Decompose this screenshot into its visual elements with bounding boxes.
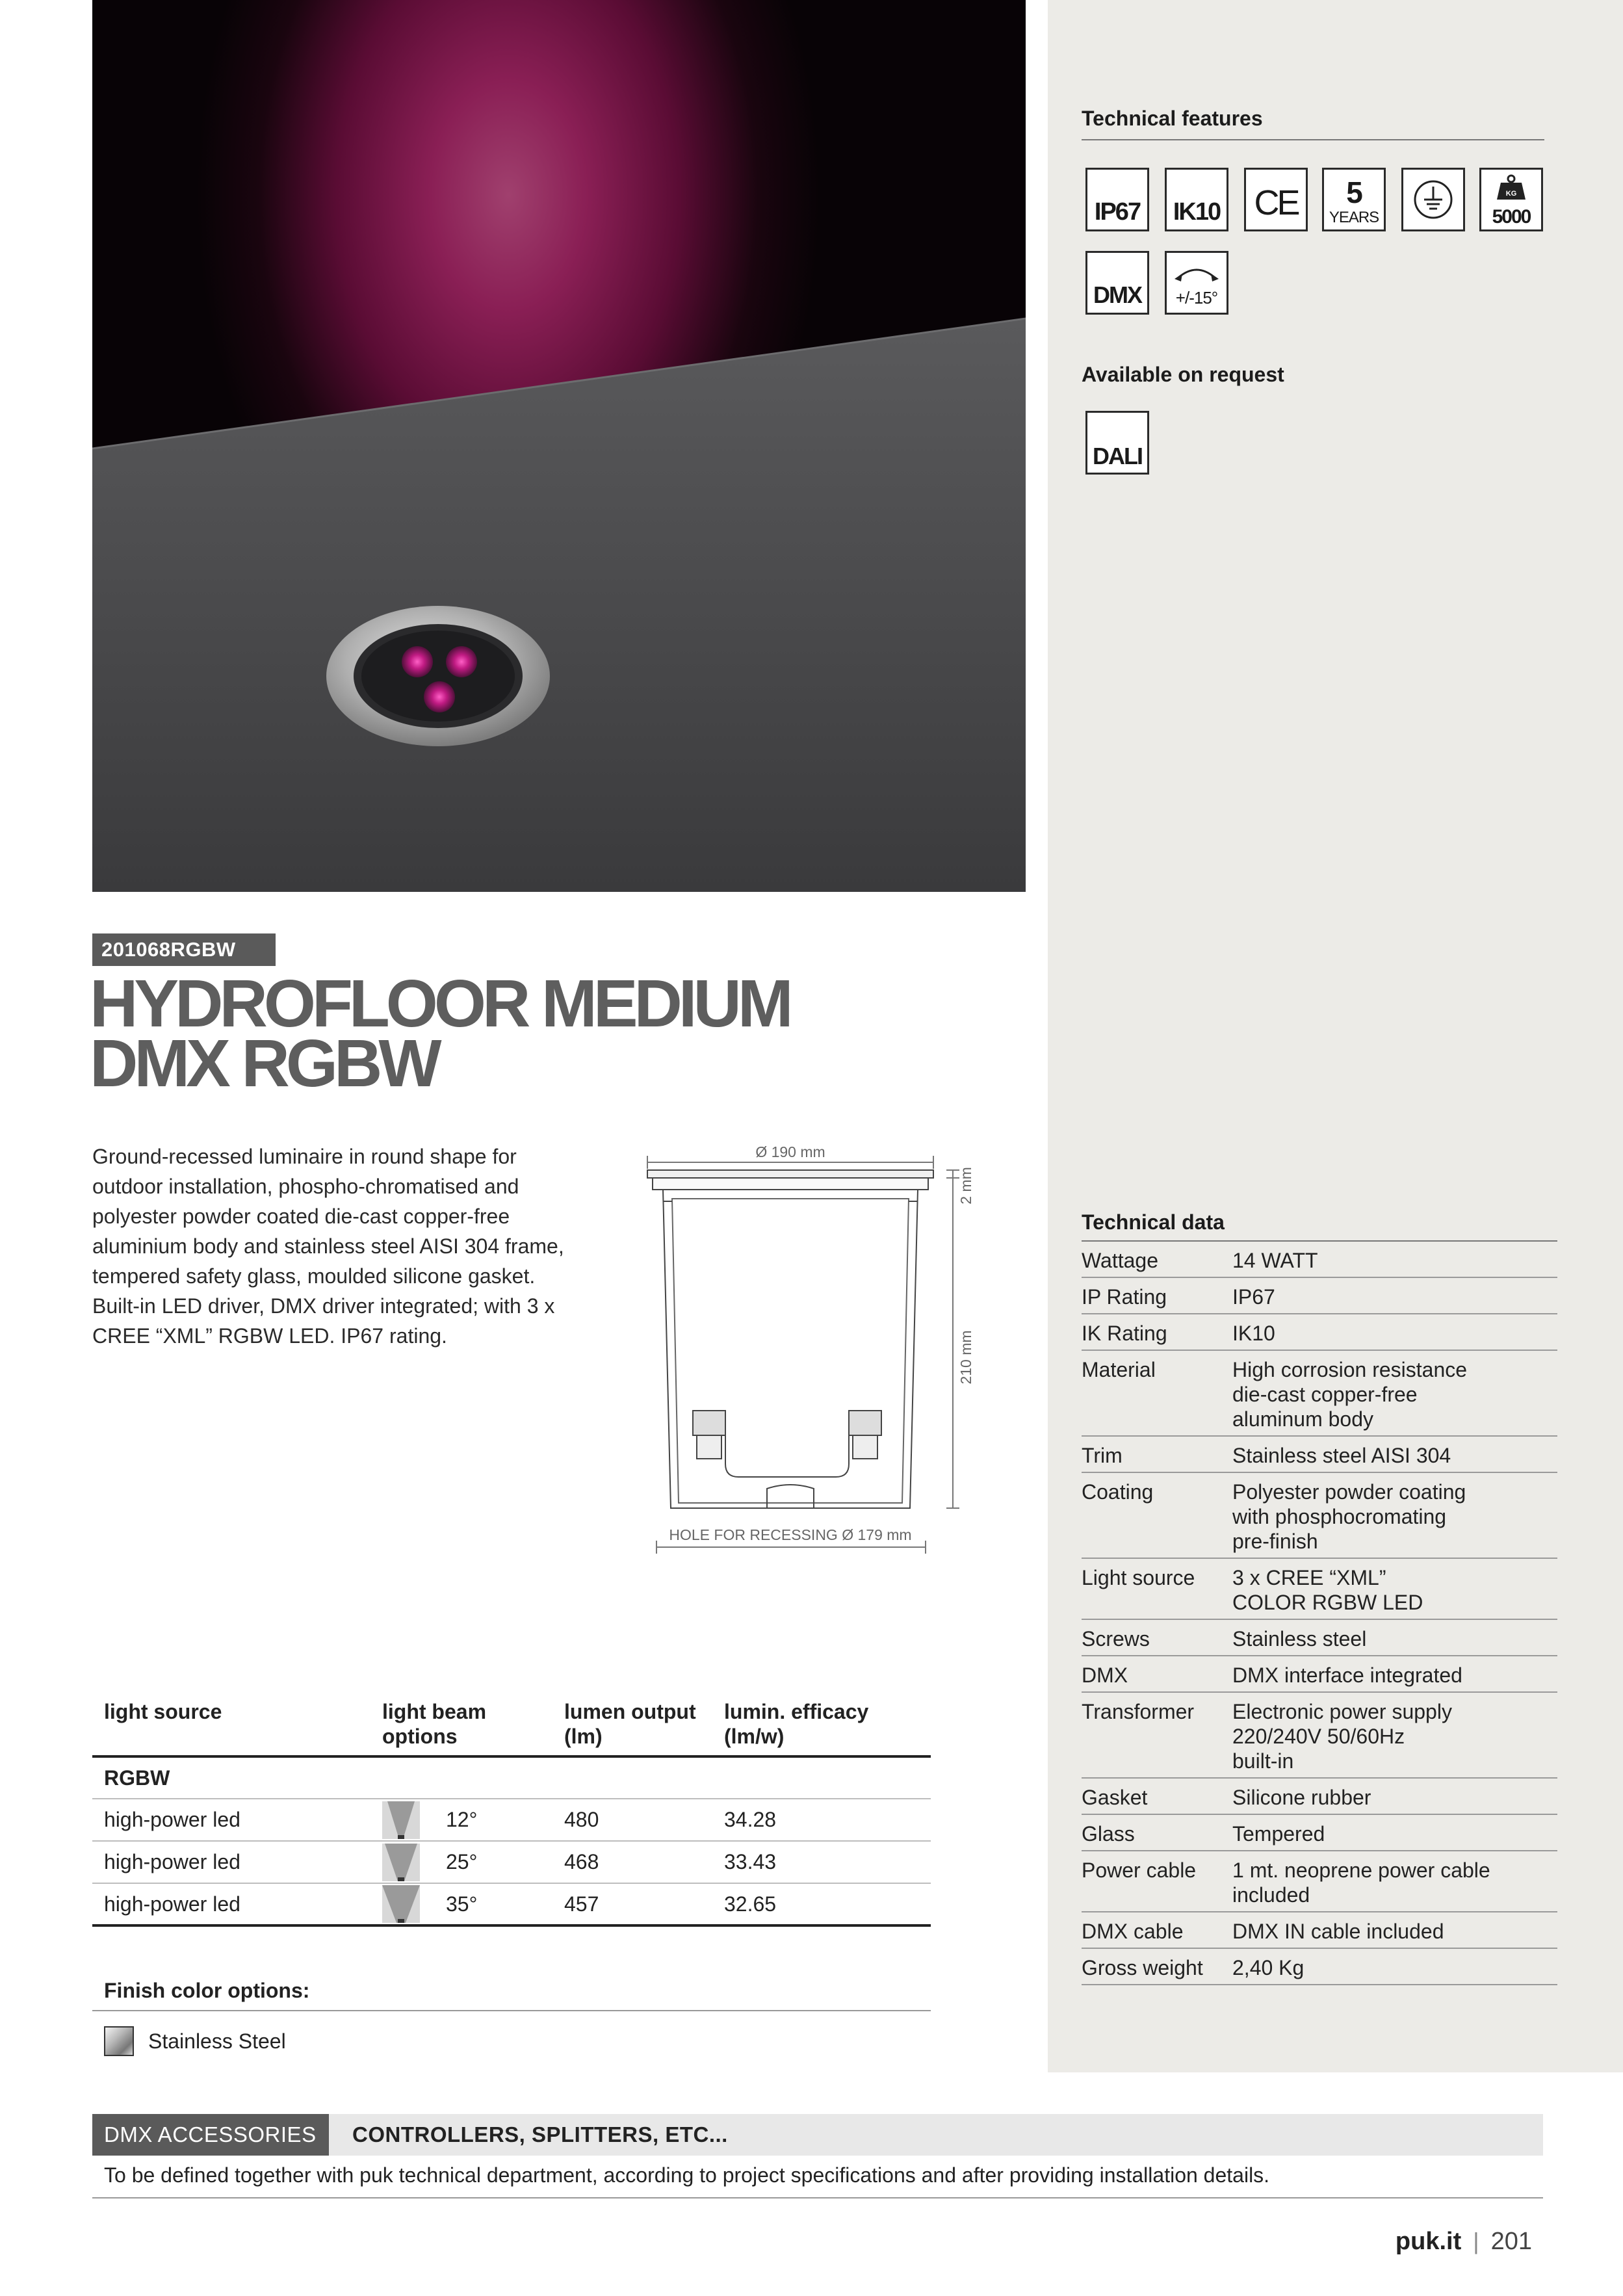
tech-row — [1082, 1814, 1557, 1851]
tech-key: Trim — [1082, 1436, 1232, 1472]
stainless-steel-swatch — [104, 2026, 134, 2056]
tech-row — [1082, 1558, 1557, 1619]
col-lumin-efficacy: lumin. efficacy (lm/w) — [712, 1695, 931, 1756]
tech-value: Electronic power supply 220/240V 50/60Hz built-in — [1232, 1692, 1557, 1778]
finish-title: Finish color options: — [104, 1979, 310, 2002]
led-2 — [446, 646, 477, 677]
table-row — [92, 1841, 931, 1883]
tech-key: Wattage — [1082, 1242, 1232, 1277]
tilt-icon: +/-15° — [1165, 251, 1228, 315]
tech-key: Power cable — [1082, 1851, 1232, 1912]
top-thickness-label: 2 mm — [957, 1167, 974, 1205]
wide-beam-icon — [382, 1885, 420, 1923]
product-description: Ground-recessed luminaire in round shape for outdoor installation, phospho-chromatised and polyester powder coated die-cast copper-free aluminium body and stainless steel AISI 304 frame, tempered safety glass, moulded silicone gasket. Built-in LED driver, DMX driver integrated; with 3 x CREE “XML” RGBW LED. IP67 rating. — [92, 1145, 564, 1348]
tech-key: IK Rating — [1082, 1314, 1232, 1350]
on-request-heading: Available on request — [1082, 363, 1284, 386]
col-lumen-output: lumen output (lm) — [552, 1695, 712, 1756]
tech-row — [1082, 1778, 1557, 1814]
cell-source: high-power led — [92, 1841, 370, 1883]
product-title-line2: DMX RGBW — [90, 1026, 438, 1101]
tech-key: Transformer — [1082, 1692, 1232, 1778]
cell-beam: 25° — [370, 1841, 552, 1883]
cell-source: high-power led — [92, 1883, 370, 1925]
cell-efficacy: 32.65 — [712, 1883, 931, 1925]
cell-beam: 35° — [370, 1883, 552, 1925]
tech-value: 1 mt. neoprene power cable included — [1232, 1851, 1557, 1912]
tech-key: Glass — [1082, 1814, 1232, 1851]
group-label: RGBW — [92, 1756, 931, 1799]
tech-row — [1082, 1912, 1557, 1948]
tech-row — [1082, 1656, 1557, 1692]
tech-row — [1082, 1350, 1557, 1436]
cell-lumen: 457 — [552, 1883, 712, 1925]
tech-row — [1082, 1851, 1557, 1912]
tech-value: IP67 — [1232, 1277, 1557, 1314]
product-photo — [92, 0, 1026, 892]
tech-key: DMX — [1082, 1656, 1232, 1692]
table-group-row — [92, 1756, 931, 1799]
tech-value: Stainless steel AISI 304 — [1232, 1436, 1557, 1472]
tech-value: Silicone rubber — [1232, 1778, 1557, 1814]
hole-label: HOLE FOR RECESSING Ø 179 mm — [669, 1526, 912, 1543]
cell-efficacy: 34.28 — [712, 1799, 931, 1841]
narrow-beam-icon — [382, 1801, 420, 1839]
ip67-icon: IP67 — [1085, 168, 1149, 231]
tech-value: 2,40 Kg — [1232, 1948, 1557, 1985]
product-code: 201068RGBW — [92, 933, 276, 966]
tech-value: Polyester powder coating with phosphocromating pre-finish — [1232, 1472, 1557, 1558]
medium-beam-icon — [382, 1844, 420, 1881]
led-3 — [424, 681, 455, 712]
accessories-title: CONTROLLERS, SPLITTERS, ETC... — [352, 2122, 728, 2146]
tech-row — [1082, 1436, 1557, 1472]
tech-value: DMX interface integrated — [1232, 1656, 1557, 1692]
product-title — [90, 966, 790, 1101]
tech-row — [1082, 1472, 1557, 1558]
accessories-divider — [92, 2197, 1543, 2198]
led-1 — [402, 646, 433, 677]
tech-key: Material — [1082, 1350, 1232, 1436]
footer-separator: | — [1473, 2228, 1479, 2254]
table-header-row — [92, 1695, 931, 1756]
tech-key: Screws — [1082, 1619, 1232, 1656]
svg-text:KG: KG — [1505, 190, 1517, 198]
site-link[interactable]: puk.it — [1395, 2228, 1462, 2255]
tech-row — [1082, 1242, 1557, 1277]
finish-divider — [92, 2010, 931, 2011]
cell-lumen: 480 — [552, 1799, 712, 1841]
tech-row — [1082, 1948, 1557, 1985]
diameter-label: Ø 190 mm — [755, 1143, 825, 1160]
accessories-text: To be defined together with puk technical department, according to project specifications and after providing installation details. — [104, 2163, 1270, 2187]
tech-value: IK10 — [1232, 1314, 1557, 1350]
table-row — [92, 1883, 931, 1925]
tech-value: DMX IN cable included — [1232, 1912, 1557, 1948]
technical-data-table — [1082, 1242, 1557, 1985]
tech-row — [1082, 1277, 1557, 1314]
technical-features-divider — [1082, 139, 1544, 140]
tech-value: Stainless steel — [1232, 1619, 1557, 1656]
tech-key: Gasket — [1082, 1778, 1232, 1814]
tech-key: Gross weight — [1082, 1948, 1232, 1985]
weight-load-icon: KG 5000 — [1479, 168, 1543, 231]
technical-features-heading: Technical features — [1082, 107, 1263, 130]
col-light-source: light source — [92, 1695, 370, 1756]
finish-option — [104, 2026, 286, 2057]
tech-key: Coating — [1082, 1472, 1232, 1558]
technical-drawing — [643, 1139, 994, 1555]
tech-value: 14 WATT — [1232, 1242, 1557, 1277]
tech-value: High corrosion resistance die-cast copper-free aluminum body — [1232, 1350, 1557, 1436]
tech-row — [1082, 1314, 1557, 1350]
floor-scene — [92, 0, 1026, 892]
cell-source: high-power led — [92, 1799, 370, 1841]
light-source-table — [92, 1695, 931, 1927]
ce-mark-icon: CE — [1244, 168, 1308, 231]
technical-data-heading: Technical data — [1082, 1210, 1225, 1234]
earth-ground-icon — [1401, 168, 1465, 231]
tech-value: 3 x CREE “XML” COLOR RGBW LED — [1232, 1558, 1557, 1619]
dali-icon: DALI — [1085, 411, 1149, 475]
finish-option-label: Stainless Steel — [148, 2029, 286, 2053]
dmx-icon: DMX — [1085, 251, 1149, 315]
tech-value: Tempered — [1232, 1814, 1557, 1851]
page-number: 201 — [1490, 2228, 1532, 2255]
tech-key: DMX cable — [1082, 1912, 1232, 1948]
table-row — [92, 1799, 931, 1841]
cell-efficacy: 33.43 — [712, 1841, 931, 1883]
ik10-icon: IK10 — [1165, 168, 1228, 231]
tech-key: Light source — [1082, 1558, 1232, 1619]
tech-row — [1082, 1692, 1557, 1778]
height-label: 210 mm — [957, 1330, 974, 1385]
page-footer — [1396, 2227, 1532, 2256]
cell-lumen: 468 — [552, 1841, 712, 1883]
tech-row — [1082, 1619, 1557, 1656]
cell-beam: 12° — [370, 1799, 552, 1841]
tech-key: IP Rating — [1082, 1277, 1232, 1314]
warranty-icon: 5 YEARS — [1322, 168, 1386, 231]
col-light-beam: light beam options — [370, 1695, 552, 1756]
product-title-line1: HYDROFLOOR MEDIUM — [90, 966, 790, 1041]
accessories-tag: DMX ACCESSORIES — [92, 2114, 329, 2156]
